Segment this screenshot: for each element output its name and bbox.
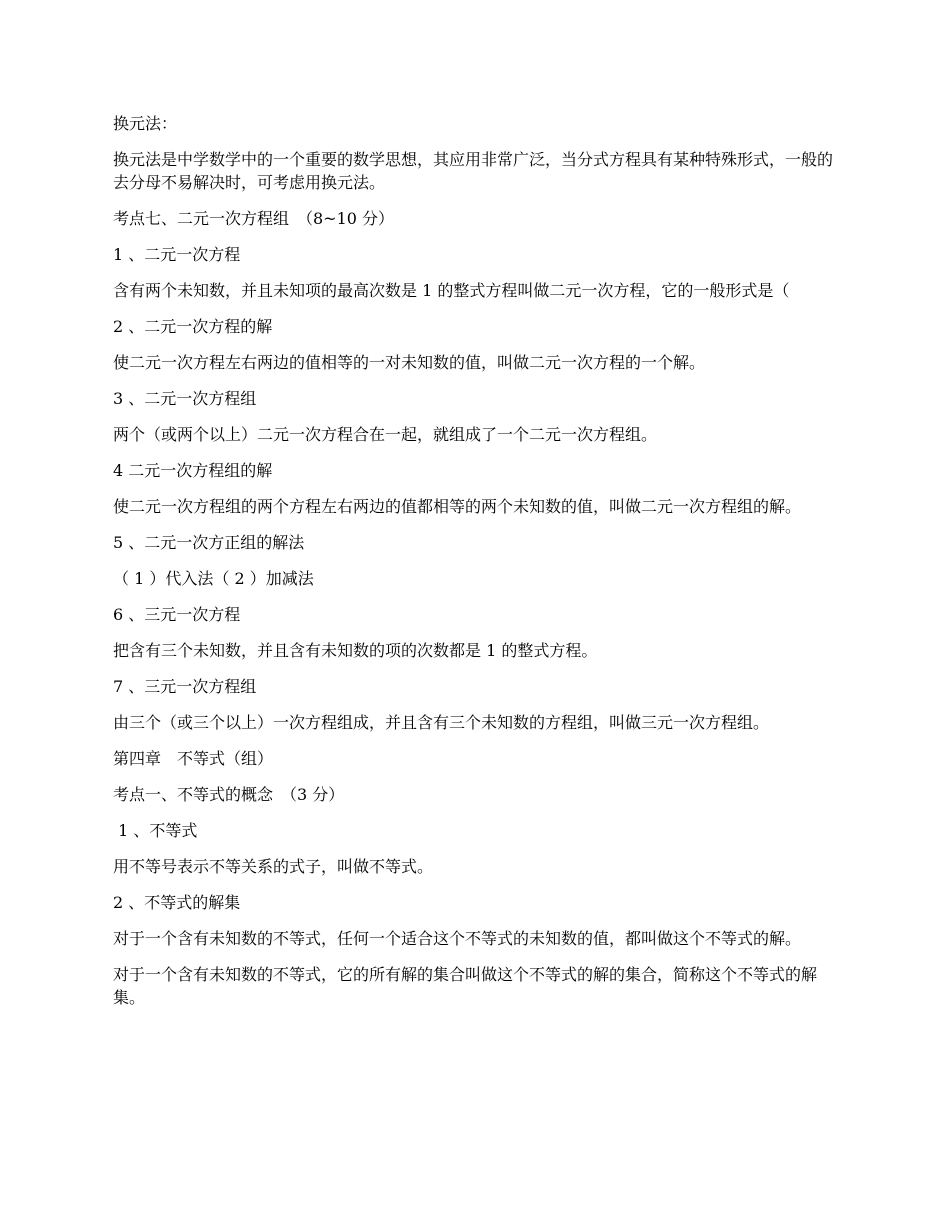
paragraph-substitution: 换元法是中学数学中的一个重要的数学思想，其应用非常广泛，当分式方程具有某种特殊形式，一般的去分母不易解决时，可考虑用换元法。 [113, 150, 834, 192]
item-title-6: 6 、三元一次方程 [113, 605, 241, 624]
paragraph-item-3: 两个（或两个以上）二元一次方程合在一起，就组成了一个二元一次方程组。 [113, 425, 658, 444]
paragraph-item-2: 使二元一次方程左右两边的值相等的一对未知数的值，叫做二元一次方程的一个解。 [113, 353, 706, 372]
item-title-2: 2 、二元一次方程的解 [113, 317, 273, 336]
paragraph-inequality-2a: 对于一个含有未知数的不等式，任何一个适合这个不等式的未知数的值，都叫做这个不等式的解。 [113, 929, 802, 948]
chapter-title-4: 第四章 不等式（组） [113, 749, 274, 768]
paragraph-inequality-2b: 对于一个含有未知数的不等式，它的所有解的集合叫做这个不等式的解的集合，简称这个不等式的解集。 [113, 965, 818, 1007]
item-title-4: 4 二元一次方程组的解 [113, 461, 273, 480]
section-title-point7: 考点七、二元一次方程组 （8~10 分） [113, 209, 395, 228]
paragraph-item-4: 使二元一次方程组的两个方程左右两边的值都相等的两个未知数的值，叫做二元一次方程组的解。 [113, 497, 802, 516]
item-title-7: 7 、三元一次方程组 [113, 677, 257, 696]
document-page [113, 112, 841, 1022]
section-title-substitution: 换元法： [113, 114, 178, 133]
section-title-chapter4-point1: 考点一、不等式的概念 （3 分） [113, 785, 345, 804]
item-title-inequality-2: 2 、不等式的解集 [113, 893, 241, 912]
paragraph-item-6: 把含有三个未知数，并且含有未知数的项的次数都是 1 的整式方程。 [113, 641, 598, 660]
item-title-inequality-1: 1 、不等式 [113, 821, 198, 840]
paragraph-inequality-1: 用不等号表示不等关系的式子，叫做不等式。 [113, 857, 434, 876]
item-title-1: 1 、二元一次方程 [113, 245, 241, 264]
paragraph-item-1: 含有两个未知数，并且未知项的最高次数是 1 的整式方程叫做二元一次方程，它的一般形式是（ [113, 281, 790, 300]
item-title-5: 5 、二元一次方正组的解法 [113, 533, 305, 552]
paragraph-item-7: 由三个（或三个以上）一次方程组成，并且含有三个未知数的方程组，叫做三元一次方程组。 [113, 713, 770, 732]
paragraph-item-5: （ 1 ）代入法（ 2 ）加减法 [113, 569, 314, 588]
item-title-3: 3 、二元一次方程组 [113, 389, 257, 408]
